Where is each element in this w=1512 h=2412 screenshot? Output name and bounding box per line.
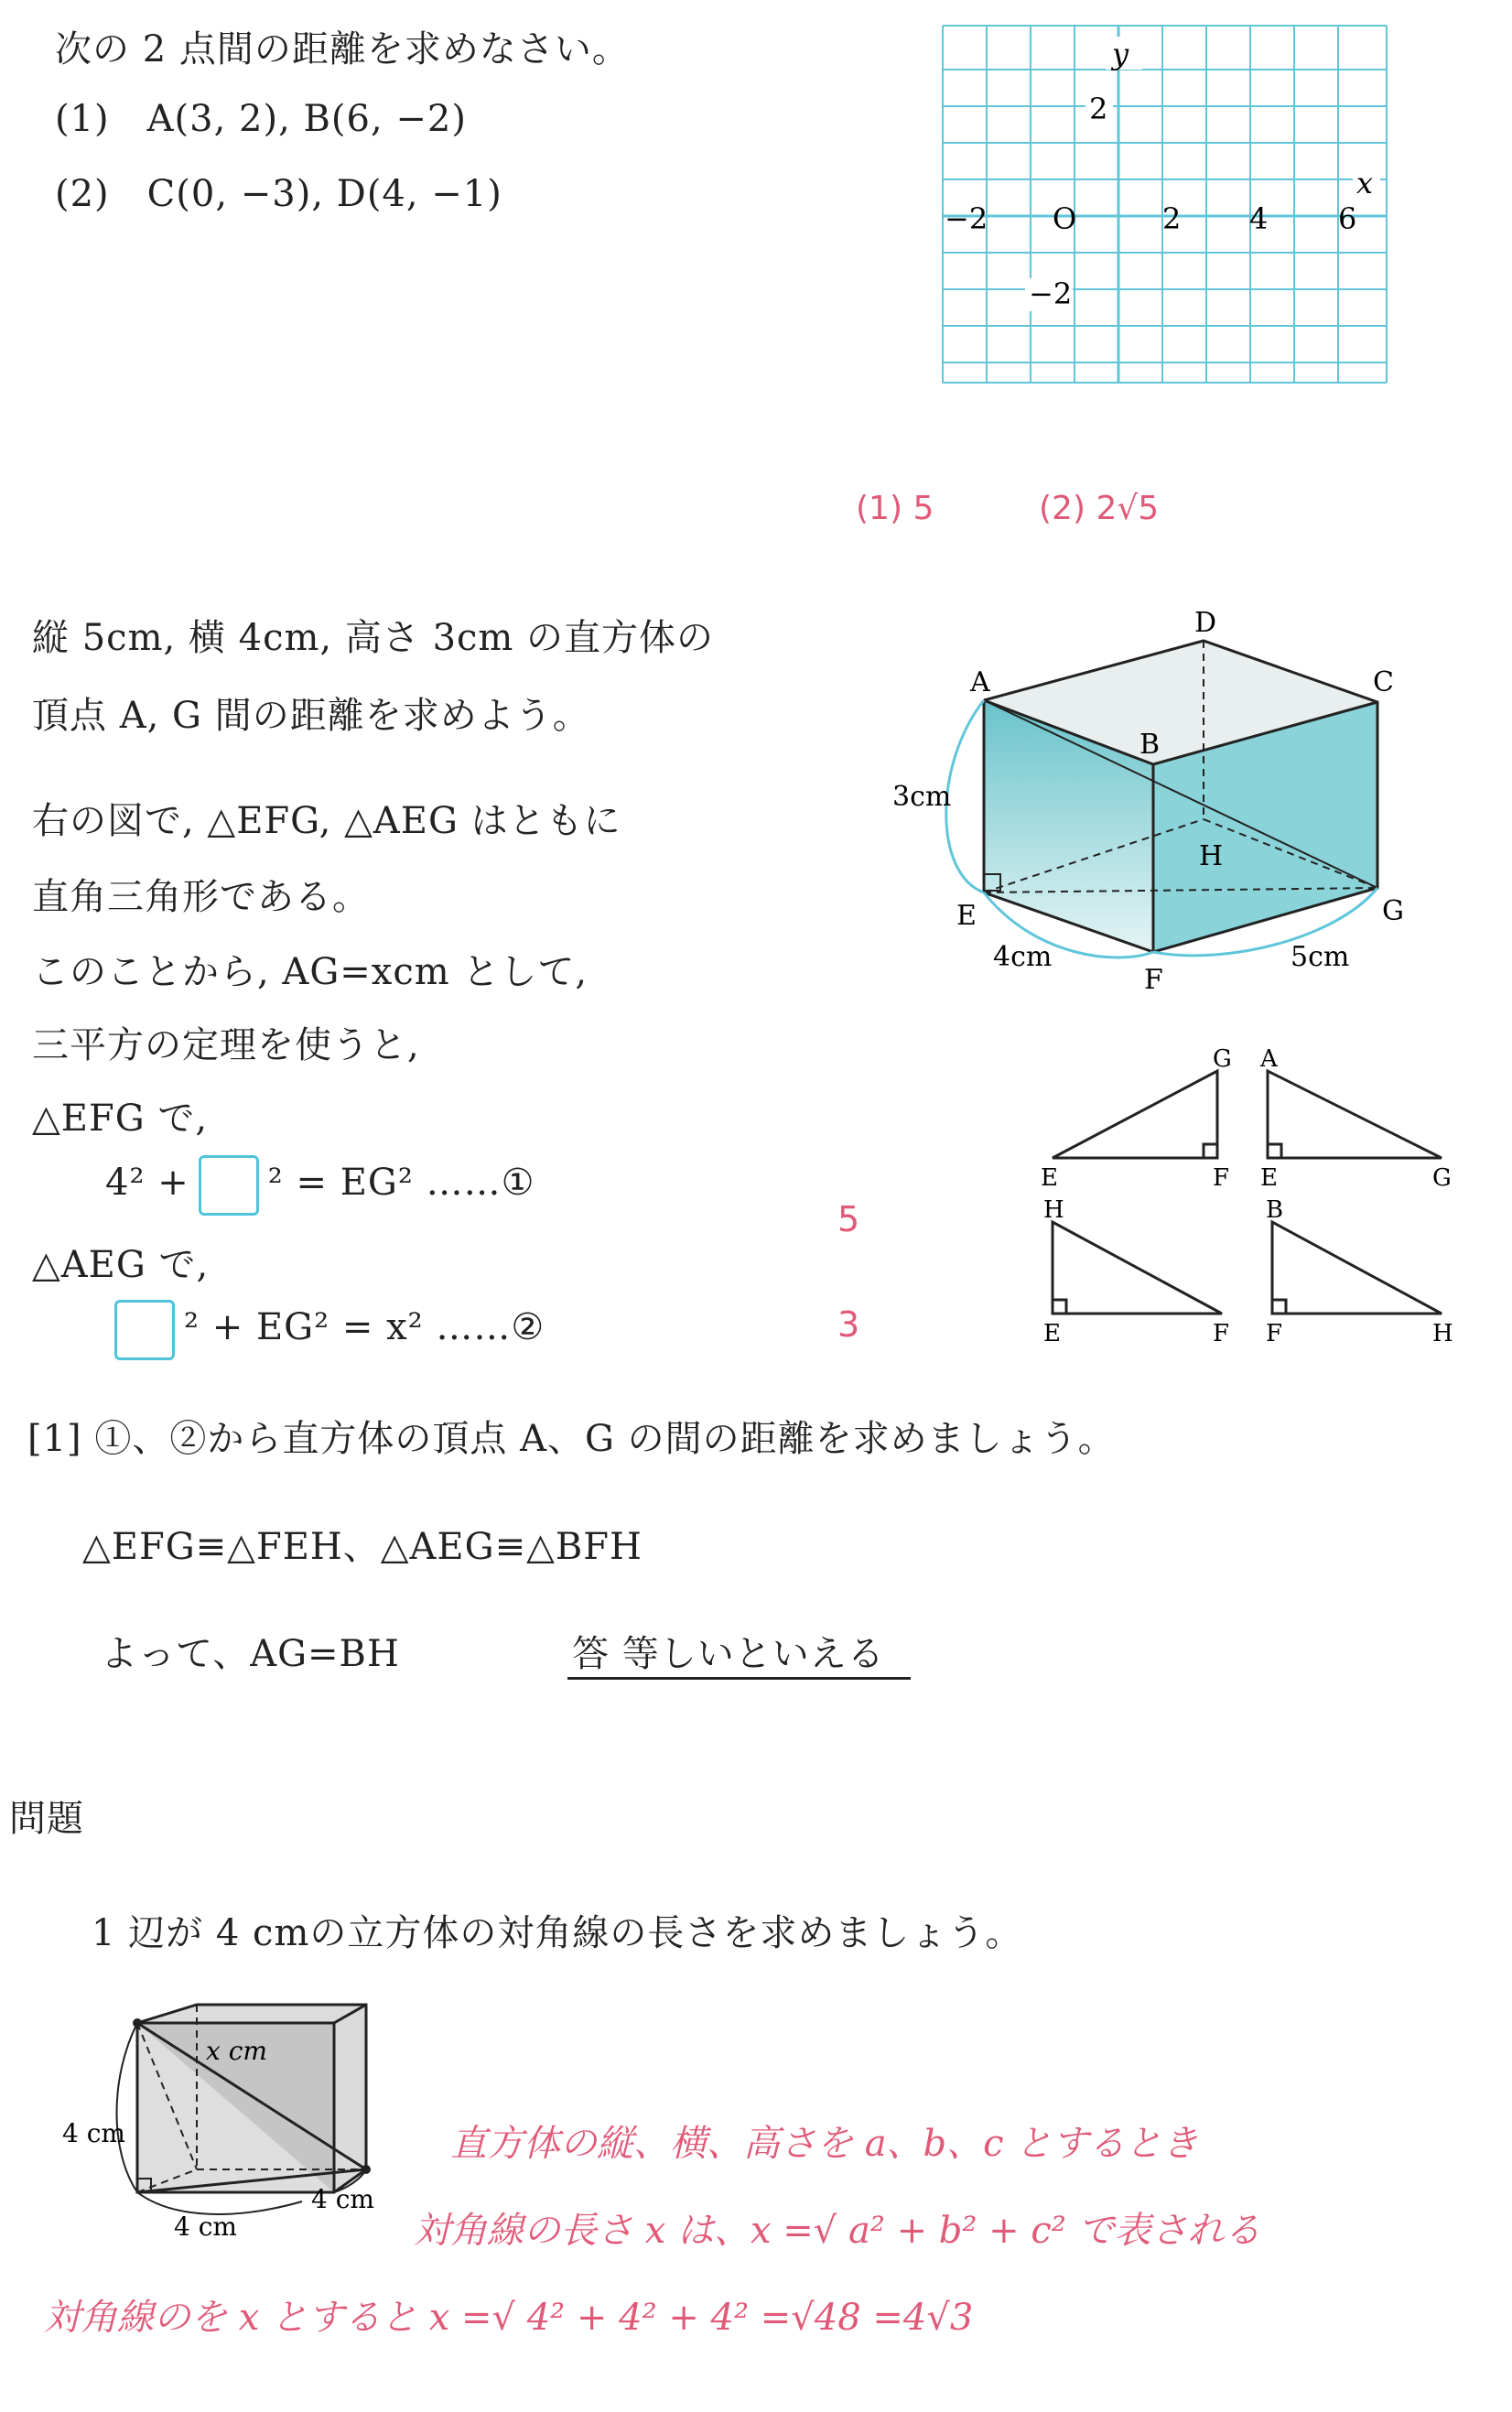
cube-left-label: 4 cm	[62, 2118, 125, 2148]
label-5cm: 5cm	[1291, 941, 1350, 973]
x-tick-neg2: −2	[945, 201, 988, 236]
equation-2	[105, 1300, 545, 1360]
answer-2: (2) 2√5	[1039, 490, 1160, 527]
fill-answer-1: 5	[837, 1199, 860, 1239]
answer-underline	[567, 1677, 911, 1680]
vertex-H: H	[1199, 840, 1224, 872]
eq1-right: ² = EG² ……①	[267, 1162, 535, 1204]
question-1: (1) A(3, 2), B(6, −2)	[55, 98, 467, 140]
question-bracket-1: [1] ①、②から直方体の頂点 A、G の間の距離を求めましょう。	[27, 1418, 1116, 1460]
cuboid-figure	[879, 600, 1428, 1011]
eq1-left: 4² +	[105, 1162, 189, 1204]
cube-right-label: 4 cm	[311, 2184, 374, 2214]
cuboid-line-6: 三平方の定理を使うと,	[32, 1024, 420, 1066]
cuboid-line-2: 頂点 A, G 間の距離を求めよう。	[32, 695, 590, 737]
vertex-C: C	[1373, 666, 1394, 698]
vertex-G: G	[1382, 895, 1404, 927]
vertex-F: F	[1144, 964, 1163, 996]
cube-question: 1 辺が 4 cmの立方体の対角線の長さを求めましょう。	[92, 1912, 1023, 1954]
cuboid-line-3: 右の図で, △EFG, △AEG はともに	[32, 800, 621, 842]
coordinate-grid	[934, 16, 1391, 392]
vertex-B: B	[1139, 729, 1161, 761]
tri2-E: E	[1260, 1164, 1278, 1192]
triangle-diagrams	[1030, 1039, 1487, 1350]
vertex-A: A	[970, 666, 990, 698]
cuboid-line-7: △EFG で,	[32, 1098, 209, 1140]
answer-1: (1) 5	[856, 490, 934, 527]
eq2-right: ² + EG² = x² ……②	[184, 1306, 545, 1348]
formula-line-2: 対角線の長さ x は、x =√ a² + b² + c² で表される	[414, 2210, 1261, 2252]
x-axis-label: x	[1356, 166, 1374, 200]
vertex-D: D	[1194, 607, 1217, 639]
answer-equal: 答 等しいといえる	[572, 1633, 885, 1675]
cube-figure	[37, 1996, 403, 2243]
tri4-F: F	[1266, 1320, 1283, 1347]
tri3-F: F	[1213, 1320, 1230, 1347]
tri3-E: E	[1043, 1320, 1061, 1347]
label-3cm: 3cm	[892, 781, 952, 813]
tri3-H: H	[1043, 1196, 1064, 1224]
cube-x-label: x cm	[206, 2036, 267, 2066]
fill-answer-2: 3	[837, 1304, 860, 1345]
conclusion-line: よって、AG=BH	[101, 1633, 400, 1675]
y-tick-2: 2	[1089, 92, 1108, 126]
cuboid-line-8: △AEG で,	[32, 1244, 210, 1286]
cube-bottom-label: 4 cm	[174, 2212, 237, 2242]
question-2: (2) C(0, −3), D(4, −1)	[55, 173, 502, 215]
x-tick-6: 6	[1338, 201, 1357, 236]
cuboid-line-1: 縦 5cm, 横 4cm, 高さ 3cm の直方体の	[32, 617, 715, 659]
x-tick-2: 2	[1162, 201, 1182, 236]
problem-title: 問題	[9, 1798, 84, 1840]
equation-1	[105, 1155, 535, 1216]
blank-box-1[interactable]	[199, 1155, 259, 1216]
y-axis-label: y	[1112, 37, 1129, 71]
tri4-H: H	[1432, 1320, 1453, 1347]
label-4cm: 4cm	[993, 941, 1053, 973]
tri2-A: A	[1260, 1045, 1278, 1073]
tri1-E: E	[1041, 1164, 1058, 1192]
formula-line-1: 直方体の縦、横、高さを a、b、c とするとき	[450, 2123, 1199, 2165]
blank-box-2[interactable]	[114, 1300, 175, 1360]
y-tick-neg2: −2	[1029, 276, 1073, 311]
x-tick-4: 4	[1249, 201, 1269, 236]
tri1-F: F	[1213, 1164, 1230, 1192]
prompt-distance: 次の 2 点間の距離を求めなさい。	[55, 28, 630, 70]
tri4-B: B	[1266, 1196, 1284, 1224]
cuboid-line-5: このことから, AG=xcm として,	[32, 951, 589, 993]
tri2-G: G	[1432, 1164, 1452, 1192]
cuboid-line-4: 直角三角形である。	[32, 876, 370, 918]
congruence-line: △EFG≡△FEH、△AEG≡△BFH	[82, 1526, 643, 1568]
origin-label: O	[1053, 201, 1077, 236]
tri1-G: G	[1213, 1045, 1232, 1073]
vertex-E: E	[956, 900, 977, 932]
formula-line-3: 対角線のを x とすると x =√ 4² + 4² + 4² =√48 =4√3	[44, 2297, 974, 2339]
